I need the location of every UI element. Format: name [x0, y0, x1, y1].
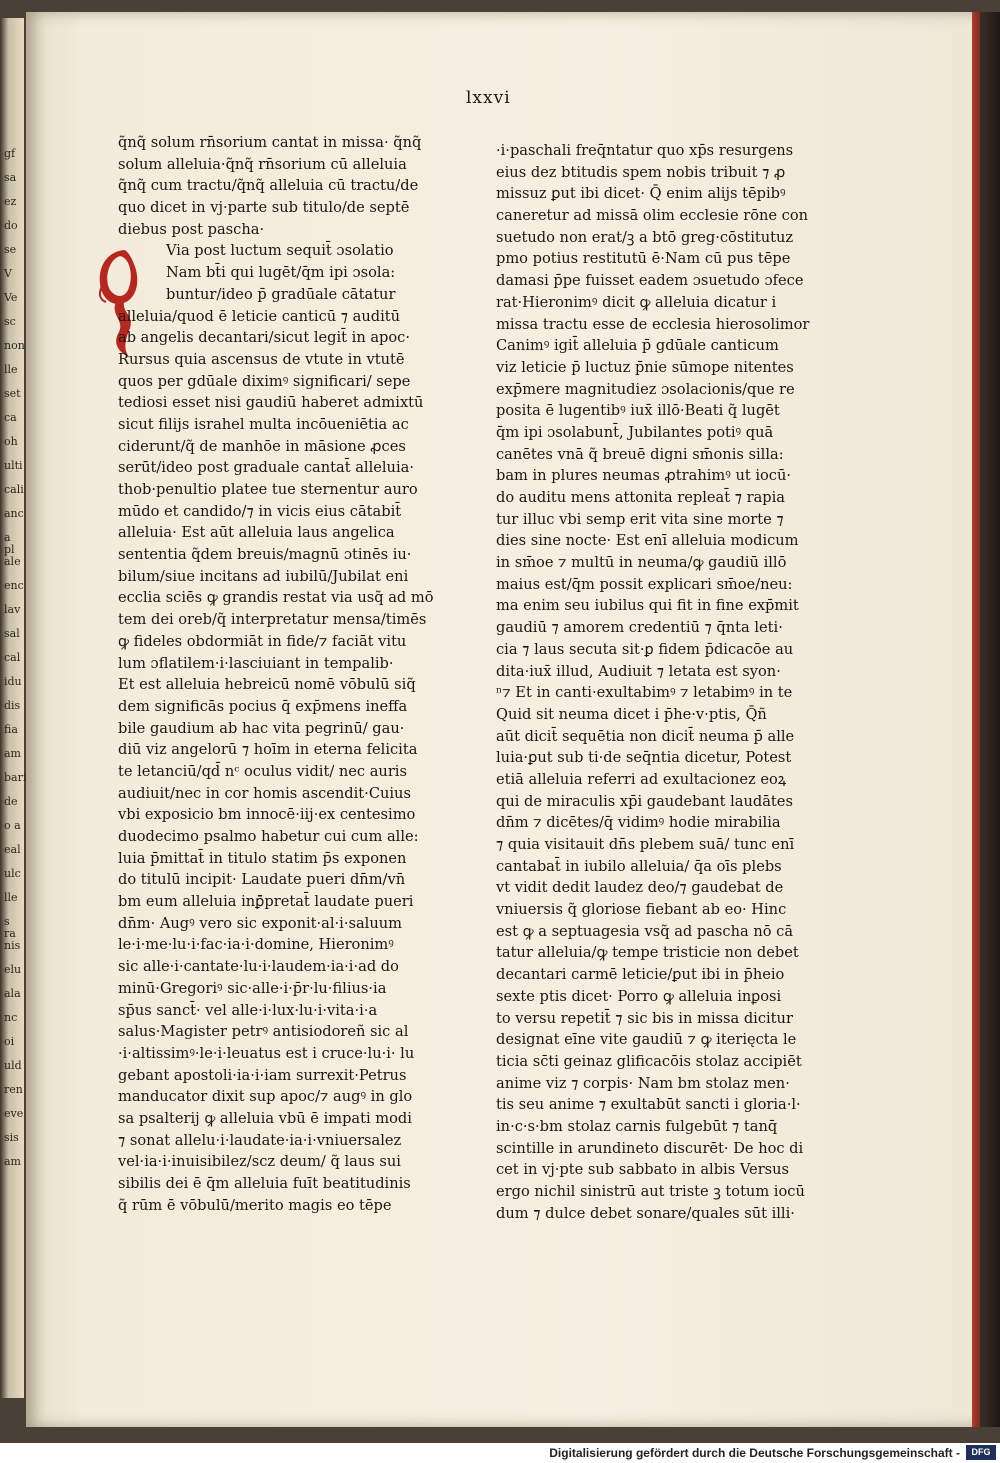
text-line: pmo potius restitutū ē·Nam cū pus tēpe: [496, 250, 791, 268]
text-line: alleluia/quod ē leticie canticū ⁊ auditū: [118, 307, 401, 325]
facing-page-fragment: oi: [4, 1035, 15, 1048]
text-line: sexte ptis dicet· Porro ꝙ alleluia inꝑosi: [496, 987, 782, 1005]
text-line: diū viz angelorū ⁊ hoīm in eterna felicita: [118, 741, 418, 759]
facing-page-fragment: bari: [4, 771, 27, 784]
facing-page-fragment: gf: [4, 147, 16, 160]
text-line: tur illuc vbi semp erit vita sine morte ⁊: [496, 510, 784, 528]
text-line: minū·Gregoriꝰ sic·alle·i·p̄r·lu·filius·ia: [118, 979, 387, 997]
text-line: etiā alleluia referri ad exultacionez eoꝝ: [496, 770, 787, 788]
facing-page-fragment: ulti: [4, 459, 23, 472]
facing-page-fragment: ulc: [4, 867, 21, 880]
text-line: viz leticie p̄ luctuz p̄nie sūmope nitentes: [496, 358, 794, 376]
dfg-logo: DFG: [966, 1445, 996, 1460]
text-line: thob·penultio platee tue sternentur auro: [118, 481, 418, 498]
text-line: est ꝙ a septuagesia vsq̃ ad pascha nō cā: [496, 922, 794, 940]
text-line: diebus post pascha·: [118, 220, 265, 238]
text-line: caneretur ad missā olim ecclesie rōne con: [496, 207, 809, 225]
text-line: q̃nq̃ cum tractu/q̃nq̃ alleluia cū tractu/de: [118, 177, 419, 195]
text-line: q̃nq̃ solum rn̄sorium cantat in missa· q̃nq̃: [118, 134, 422, 151]
text-line: sententia q̃dem breuis/magnū ɔtinēs iu·: [118, 546, 412, 564]
text-line: maius est/q̄m possit explicari sm̄oe/neu:: [496, 575, 793, 593]
text-line: designat eīne vite gaudiū ⁊ ꝙ iterięcta le: [496, 1031, 797, 1049]
facing-page-fragment: oh: [4, 435, 18, 448]
text-line: buntur/ideo p̄ gradūale cātatur: [166, 285, 396, 303]
text-line: bilum/siue incitans ad iubilū/Jubilat eni: [118, 567, 409, 585]
text-line: in·c·s·bm stolaz carnis fulgebūt ⁊ tanq̄: [496, 1117, 778, 1135]
text-line: vel·ia·i·inuisibilez/scz deum/ q̃ laus sui: [118, 1153, 401, 1171]
text-line: do auditu mens attonita repleat̄ ⁊ rapia: [496, 489, 786, 506]
text-line: do titulū incipit· Laudate pueri dn̄m/vn̄: [118, 871, 406, 889]
text-line: ab angelis decantari/sicut legit̄ in apoc·: [118, 329, 410, 347]
facing-page-fragment: set: [4, 387, 21, 400]
book-cover-edge: [980, 12, 1000, 1427]
text-line: aūt dicit̄ sequētia non dicit̄ neuma p̄ alle: [496, 727, 795, 745]
text-line: dies sine nocte· Est enī alleluia modicum: [496, 532, 799, 550]
text-line: Et est alleluia hebreicū nomē vōbulū siq̃: [118, 676, 416, 694]
red-page-edge: [972, 12, 980, 1427]
facing-page-fragment: sis: [4, 1131, 19, 1144]
text-line: damasi p̄pe fuisset eadem ɔsuetudo ɔfece: [496, 272, 804, 290]
text-line: Quid sit neuma dicet i p̄he·v·ptis, Q̄ñ: [496, 705, 767, 723]
facing-page-fragment: o a: [4, 819, 21, 832]
text-line: sic alle·i·cantate·lu·i·laudem·ia·i·ad do: [118, 958, 399, 976]
text-line: Nam bt̄i qui lugēt/q̄m ipi ɔsola:: [166, 264, 396, 282]
text-line: tatur alleluia/ꝙ tempe tristicie non debet: [496, 944, 799, 962]
facing-page-fragment: fia: [4, 723, 18, 736]
text-line: anime viz ⁊ corpis· Nam bm stolaz men·: [496, 1074, 790, 1092]
text-line: posita ē lugentibꝰ iux̄ illō·Beati q̃ lugēt: [496, 402, 780, 420]
text-line: qui de miraculis xp̄i gaudebant laudātes: [496, 792, 793, 810]
text-line: eius dez btitudis spem nobis tribuit ⁊ ꝓ: [496, 163, 786, 181]
text-line: dum ⁊ dulce debet sonare/quales sūt illi·: [496, 1204, 795, 1222]
facing-page-fragment: sal: [4, 627, 20, 640]
footer-credit: Digitalisierung gefördert durch die Deutsche Forschungsgemeinschaft -: [549, 1446, 960, 1460]
text-line: missuz ꝑut ibi dicet· Q̄ enim alijs tēpibꝰ: [496, 185, 786, 203]
text-line: suetudo non erat/ꝫ a btō greg·cōstitutuz: [496, 228, 794, 246]
facing-page-edge: [0, 18, 27, 1398]
text-line: dn̄m ⁊ dicētes/q̄ vidimꝰ hodie mirabilia: [496, 814, 781, 832]
text-line: gebant apostoli·ia·i·iam surrexit·Petrus: [118, 1066, 407, 1084]
text-line: canētes vnā q̃ breuē digni sm̄onis silla:: [496, 445, 784, 463]
text-line: decantari carmē leticie/ꝑut ibi in p̄heio: [496, 966, 785, 984]
text-line: q̄m ipi ɔsolabunt̄, Jubilantes potiꝰ quā: [496, 423, 774, 441]
facing-page-fragment: eal: [4, 843, 21, 856]
text-line: missa tractu esse de ecclesia hierosolimor: [496, 315, 810, 333]
text-line: ⁊ quia visitauit dn̄s plebem suā/ tunc enī: [496, 836, 795, 853]
text-line: cia ⁊ laus secuta sit·ꝑ fidem p̄dicacōe au: [496, 640, 794, 658]
text-line: to versu repetit̄ ⁊ sic bis in missa dicitur: [496, 1009, 793, 1027]
text-line: Rursus quia ascensus de vtute in vtutē: [118, 350, 405, 368]
text-line: ecclia sciēs ꝙ grandis restat via usq̃ ad mō: [118, 589, 434, 607]
text-line: sp̄us sanct̄· vel alle·i·lux·lu·i·vita·i·a: [118, 1001, 378, 1019]
text-line: tis seu anime ⁊ exultabūt sancti i gloria·l·: [496, 1096, 801, 1114]
facing-page-fragment: enc: [4, 579, 24, 592]
text-line: cantabat̄ in iubilo alleluia/ q̄a oīs plebs: [496, 857, 782, 875]
text-line: bam in plures neumas ꝓtrahimꝰ ut iocū·: [496, 467, 792, 485]
facing-page-fragment: am: [4, 747, 21, 760]
text-line: mūdo et candido/⁊ in vicis eius cātabit̄: [118, 502, 402, 520]
text-line: tem dei oreb/q̃ interpretatur mensa/timēs: [118, 611, 427, 629]
text-line: ciderunt/q̃ de manhōe in māsione ꝓces: [118, 437, 406, 455]
facing-page-fragment: nis: [4, 939, 21, 952]
text-line: ⁿ⁊ Et in canti·exultabimꝰ ⁊ letabimꝰ in te: [496, 684, 793, 702]
facing-page-fragment: non: [4, 339, 25, 352]
facing-page-fragment: anc: [4, 507, 24, 520]
text-line: quos per gdūale diximꝰ significari/ sepe: [118, 372, 411, 390]
text-line: manducator dixit sup apoc/⁊ augꝰ in glo: [118, 1088, 413, 1106]
text-line: solum alleluia·q̃nq̃ rn̄sorium cū alleluia: [118, 155, 407, 173]
text-line: quo dicet in vj·parte sub titulo/de septē: [118, 199, 410, 217]
text-line: dem significās pocius q̄ exp̄mens ineffa: [118, 697, 408, 715]
facing-page-fragment: ala: [4, 987, 21, 1000]
text-line: alleluia· Est aūt alleluia laus angelica: [118, 524, 395, 542]
facing-page-fragment: ale: [4, 555, 21, 568]
text-line: Canimꝰ igit̄ alleluia p̄ gdūale canticum: [496, 337, 779, 355]
facing-page-fragment: sa: [4, 171, 17, 184]
text-line: bile gaudium ab hac vita pegrinū/ gau·: [118, 719, 405, 737]
text-line: ticia sc̄ti geinaz glificacōis stolaz accipiēt: [496, 1052, 802, 1070]
text-line: luia·ꝑut sub ti·de seq̄ntia dicetur, Potest: [496, 749, 792, 767]
text-line: gaudiū ⁊ amorem credentiū ⁊ q̄nta leti·: [496, 619, 783, 637]
facing-page-fragment: cal: [4, 651, 21, 664]
text-line: ⁊ sonat allelu·i·laudate·ia·i·vniuersalez: [118, 1131, 402, 1149]
facing-page-fragment: V: [4, 267, 12, 280]
facing-page-fragment: sc: [4, 315, 16, 328]
text-line: ꝙ fideles obdormiāt in fide/⁊ faciāt vitu: [118, 632, 407, 650]
facing-page-fragment: a pl: [4, 531, 15, 556]
facing-page-fragment: ez: [4, 195, 17, 208]
facing-page-fragment: uld: [4, 1059, 22, 1072]
facing-page-fragment: s ra: [4, 915, 16, 940]
text-line: vbi exposicio bm innocē·iij·ex centesimo: [118, 806, 416, 824]
text-line: scintille in arundineto discurēt· De hoc di: [496, 1139, 804, 1157]
text-line: Via post luctum sequit̄ ɔsolatio: [166, 242, 394, 260]
facing-page-fragment: de: [4, 795, 18, 808]
text-line: salus·Magister petrꝰ antisiodoreñ sic al: [118, 1023, 409, 1041]
text-line: in sm̄oe ⁊ multū in neuma/ꝙ gaudiū illō: [496, 554, 787, 572]
text-line: dn̄m· Augꝰ vero sic exponit·al·i·saluum: [118, 914, 402, 932]
facing-page-fragment: cali: [4, 483, 24, 496]
facing-page-fragment: elu: [4, 963, 22, 976]
facing-page-fragment: lle: [4, 363, 18, 376]
text-line: le·i·me·lu·i·fac·ia·i·domine, Hieronimꝰ: [118, 936, 394, 954]
text-line: vt vidit dedit laudez deo/⁊ gaudebat de: [496, 879, 784, 897]
facing-page-fragment: se: [4, 243, 17, 256]
text-column-left: [118, 132, 436, 1216]
text-line: rat·Hieronimꝰ dicit ꝙ alleluia dicatur i: [496, 293, 777, 311]
facing-page-fragment: nc: [4, 1011, 18, 1024]
text-line: cet in vj·pte sub sabbato in albis Versus: [496, 1161, 790, 1179]
text-line: ma enim seu iubilus qui fit in fine exp̄mit: [496, 597, 799, 615]
facing-page-fragment: Ve: [4, 291, 18, 304]
text-line: serūt/ideo post graduale cantat̄ alleluia·: [118, 459, 414, 477]
text-line: te letanciū/qd̄ nᶜ oculus vidit/ nec auris: [118, 762, 407, 780]
text-line: tediosi esset nisi gaudiū haberet admixtū: [118, 394, 424, 412]
facing-page-fragment: lav: [4, 603, 21, 616]
text-line: ·i·paschali freq̄ntatur quo xp̄s resurgens: [496, 142, 794, 159]
facing-page-fragment: do: [4, 219, 18, 232]
text-line: duodecimo psalmo habetur cui cum alle:: [118, 828, 419, 845]
text-line: sicut filijs israhel multa incōueniētia ac: [118, 415, 409, 433]
facing-page-fragment: am: [4, 1155, 21, 1168]
text-column-right: [496, 140, 814, 1224]
text-line: ergo nichil sinistrū aut triste ꝫ totum iocū: [496, 1183, 805, 1200]
facing-page-fragment: idu: [4, 675, 22, 688]
text-line: vniuersis q̃ gloriose fiebant ab eo· Hinc: [496, 901, 787, 919]
text-line: dita·iux̄ illud, Audiuit ⁊ letata est syon·: [496, 662, 781, 680]
text-line: sa psalterij ꝙ alleluia vbū ē impati modi: [118, 1109, 412, 1127]
facing-page-fragment: lle: [4, 891, 18, 904]
facing-page-fragment: eve: [4, 1107, 24, 1120]
facing-page-fragment: ca: [4, 411, 17, 424]
facing-page-fragment: ren: [4, 1083, 23, 1096]
text-line: bm eum alleluia inꝑ̄pretat̄ laudate pueri: [118, 893, 414, 911]
folio-number: lxxvi: [466, 88, 511, 108]
text-line: audiuit/nec in cor homis ascendit·Cuius: [118, 784, 411, 802]
text-line: lum ɔflatilem·i·lasciuiant in tempalib·: [118, 654, 394, 672]
text-line: sibilis dei ē q̄m alleluia fuīt beatitudinis: [118, 1175, 411, 1192]
facing-page-fragment: dis: [4, 699, 21, 712]
text-line: luia p̄mittat̄ in titulo statim p̄s exponen: [118, 849, 407, 867]
text-line: ·i·altissimꝰ·le·i·leuatus est i cruce·lu·i· lu: [118, 1044, 415, 1062]
text-line: q̃ rūm ē vōbulū/merito magis eo tēpe: [118, 1196, 392, 1214]
text-line: exp̄mere magnitudiez ɔsolacionis/que re: [496, 380, 795, 398]
